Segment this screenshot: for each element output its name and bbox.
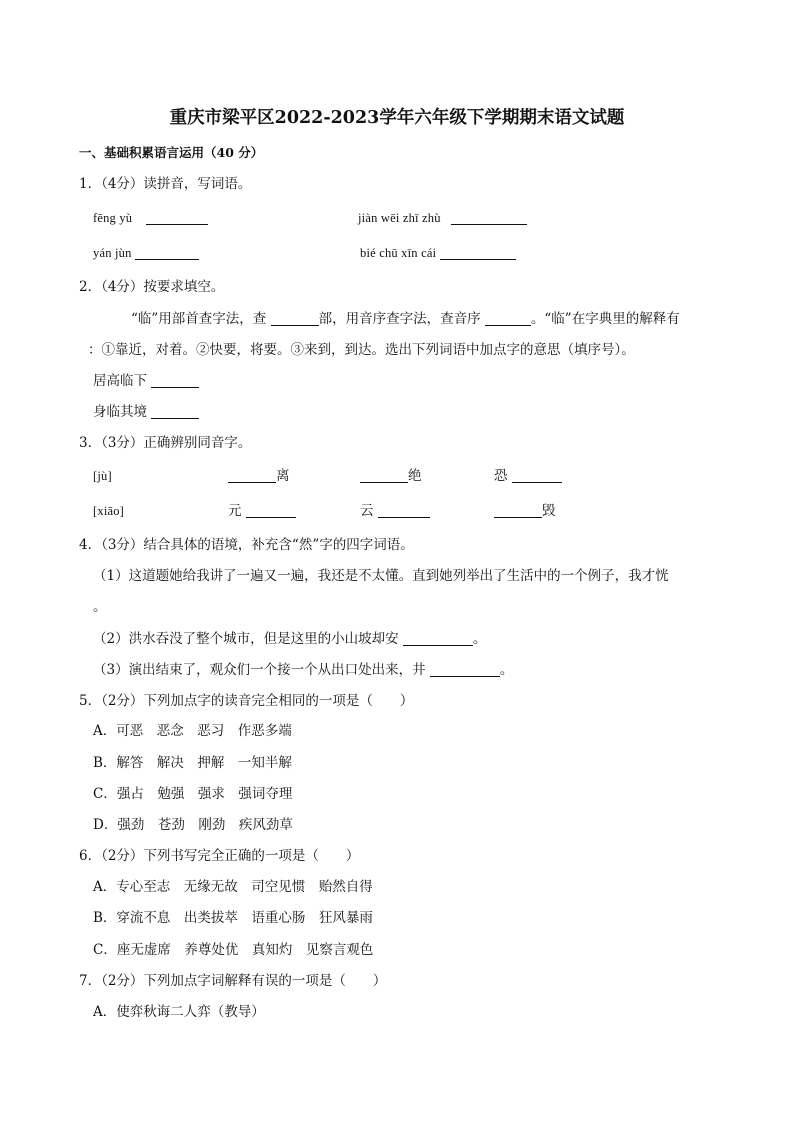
- pinyin-item: fēng yù: [93, 209, 208, 227]
- option-b[interactable]: B．解答 解决 押解 一知半解: [93, 755, 292, 771]
- answer-blank[interactable]: [135, 245, 199, 260]
- question-1-stem: 1．（4分）读拼音，写词语。: [79, 176, 252, 192]
- question-6-stem: 6．（2分）下列书写完全正确的一项是（ ）: [79, 848, 360, 864]
- option-a[interactable]: A．可恶 恶念 恶习 作恶多端: [93, 723, 292, 739]
- option-a[interactable]: A．使弈秋诲二人弈（教导）: [93, 1004, 265, 1020]
- question-3-stem: 3．（3分）正确辨别同音字。: [79, 435, 252, 451]
- option-d[interactable]: D．强劲 苍劲 刚劲 疾风劲草: [93, 817, 293, 833]
- question-2-definitions: ：①靠近，对着。②快要，将要。③来到，到达。选出下列词语中加点字的意思（填序号）。: [88, 342, 635, 358]
- answer-blank[interactable]: [271, 311, 319, 326]
- question-7-stem: 7．（2分）下列加点字词解释有误的一项是（ ）: [79, 973, 387, 989]
- question-4-stem: 4．（3分）结合具体的语境，补充含“然”字的四字词语。: [79, 537, 414, 553]
- homophone-item: 恐: [494, 467, 562, 485]
- pinyin-label: [jù]: [93, 469, 112, 483]
- answer-blank[interactable]: [228, 468, 276, 483]
- word-item: 身临其境: [93, 403, 199, 421]
- sentence-1-end: 。: [93, 599, 107, 615]
- option-c[interactable]: C．座无虚席 养尊处优 真知灼 见察言观色: [93, 942, 374, 958]
- sentence-3: （3）演出结束了，观众们一个接一个从出口处出来，井 。: [93, 662, 514, 678]
- word-item: 居高临下: [93, 372, 199, 390]
- sentence-1: （1）这道题她给我讲了一遍又一遍，我还是不太懂。直到她列举出了生活中的一个例子，我才恍: [93, 568, 669, 584]
- question-2-line: “临”用部首查字法，查 部，用音序查字法，查音序 。“临”在字典里的解释有: [131, 311, 680, 327]
- answer-blank[interactable]: [360, 468, 408, 483]
- answer-blank[interactable]: [403, 631, 473, 646]
- pinyin-item: bié chū xīn cái: [360, 244, 516, 262]
- homophone-item: 元: [228, 502, 296, 520]
- pinyin-item: yán jùn: [93, 244, 199, 262]
- answer-blank[interactable]: [378, 503, 430, 518]
- page-title: 重庆市梁平区2022-2023学年六年级下学期期末语文试题: [169, 108, 625, 128]
- answer-blank[interactable]: [494, 503, 542, 518]
- answer-blank[interactable]: [246, 503, 296, 518]
- answer-blank[interactable]: [146, 210, 208, 225]
- homophone-item: 云: [360, 502, 430, 520]
- answer-blank[interactable]: [430, 662, 500, 677]
- answer-blank[interactable]: [440, 245, 516, 260]
- option-b[interactable]: B．穿流不息 出类拔萃 语重心肠 狂风暴雨: [93, 910, 373, 926]
- pinyin-label: [xiāo]: [93, 504, 125, 518]
- sentence-2: （2）洪水吞没了整个城市，但是这里的小山坡却安 。: [93, 631, 487, 647]
- homophone-item: 毁: [494, 502, 556, 520]
- answer-blank[interactable]: [151, 404, 199, 419]
- pinyin-item: jiàn wēi zhī zhù: [358, 209, 527, 227]
- homophone-item: 绝: [360, 467, 422, 485]
- section-heading: 一、基础积累语言运用（40 分）: [79, 145, 264, 160]
- answer-blank[interactable]: [151, 373, 199, 388]
- question-5-stem: 5．（2分）下列加点字的读音完全相同的一项是（ ）: [79, 693, 414, 709]
- answer-blank[interactable]: [512, 468, 562, 483]
- question-2-stem: 2．（4分）按要求填空。: [79, 279, 225, 295]
- answer-blank[interactable]: [451, 210, 527, 225]
- option-c[interactable]: C．强占 勉强 强求 强词夺理: [93, 786, 293, 802]
- homophone-item: 离: [228, 467, 290, 485]
- answer-blank[interactable]: [485, 311, 531, 326]
- option-a[interactable]: A．专心至志 无缘无故 司空见惯 贻然自得: [93, 879, 373, 895]
